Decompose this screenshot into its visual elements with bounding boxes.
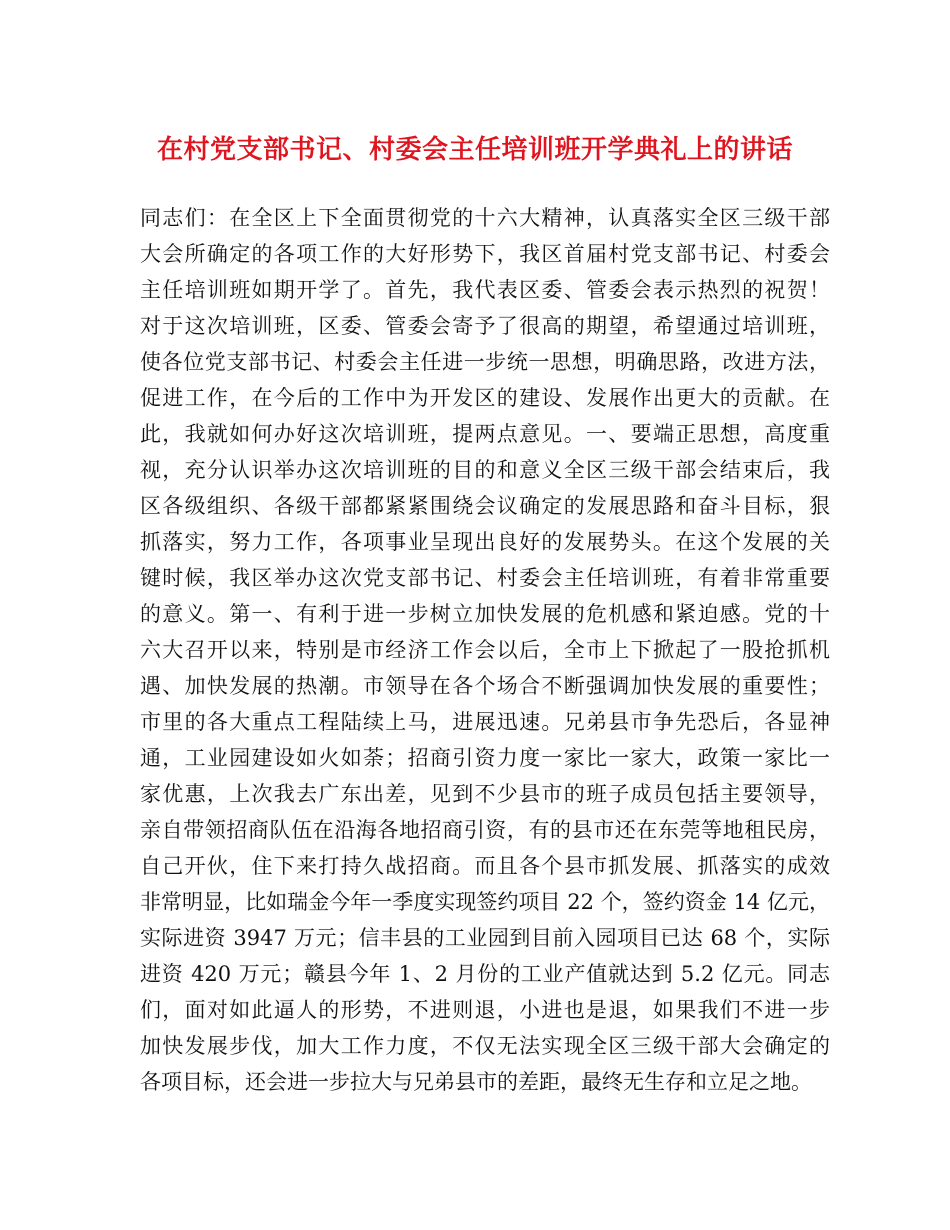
body-text-line: 同志们：在全区上下全面贯彻党的十六大精神，认真落实全区三级干部 [140,206,830,230]
body-text-line: 遇、加快发展的热潮。市领导在各个场合不断强调加快发展的重要性； [140,674,830,698]
body-text-line: 键时候，我区举办这次党支部书记、村委会主任培训班，有着非常重要 [140,566,830,590]
body-text-line: 大会所确定的各项工作的大好形势下，我区首届村党支部书记、村委会 [140,242,830,266]
body-text-line: 的意义。第一、有利于进一步树立加快发展的危机感和紧迫感。党的十 [140,602,830,626]
body-text-line: 们，面对如此逼人的形势，不进则退，小进也是退，如果我们不进一步 [140,998,830,1022]
body-text-line: 亲自带领招商队伍在沿海各地招商引资，有的县市还在东莞等地租民房， [140,818,830,842]
body-text-line: 家优惠，上次我去广东出差，见到不少县市的班子成员包括主要领导， [140,782,830,806]
body-text-line: 进资 420 万元；赣县今年 1、2 月份的工业产值就达到 5.2 亿元。同志 [140,962,830,986]
body-text-line: 视，充分认识举办这次培训班的目的和意义全区三级干部会结束后，我 [140,458,830,482]
body-text-line: 主任培训班如期开学了。首先，我代表区委、管委会表示热烈的祝贺！ [140,278,830,302]
document-title: 在村党支部书记、村委会主任培训班开学典礼上的讲话 [156,135,793,165]
body-text-line: 通，工业园建设如火如荼；招商引资力度一家比一家大，政策一家比一 [140,746,830,770]
body-text-line: 各项目标，还会进一步拉大与兄弟县市的差距，最终无生存和立足之地。 [140,1070,812,1094]
body-text-line: 非常明显，比如瑞金今年一季度实现签约项目 22 个，签约资金 14 亿元， [140,890,830,914]
body-text-line: 此，我就如何办好这次培训班，提两点意见。一、要端正思想，高度重 [140,422,830,446]
document-body [140,200,830,1100]
body-text-line: 六大召开以来，特别是市经济工作会以后，全市上下掀起了一股抢抓机 [140,638,830,662]
body-text-line: 促进工作，在今后的工作中为开发区的建设、发展作出更大的贡献。在 [140,386,830,410]
body-text-line: 区各级组织、各级干部都紧紧围绕会议确定的发展思路和奋斗目标，狠 [140,494,830,518]
body-text-line: 对于这次培训班，区委、管委会寄予了很高的期望，希望通过培训班， [140,314,830,338]
body-text-line: 使各位党支部书记、村委会主任进一步统一思想，明确思路，改进方法， [140,350,830,374]
body-text-line: 加快发展步伐，加大工作力度，不仅无法实现全区三级干部大会确定的 [140,1034,830,1058]
body-text-line: 自己开伙，住下来打持久战招商。而且各个县市抓发展、抓落实的成效 [140,854,830,878]
body-text-line: 市里的各大重点工程陆续上马，进展迅速。兄弟县市争先恐后，各显神 [140,710,830,734]
body-text-line: 实际进资 3947 万元；信丰县的工业园到目前入园项目已达 68 个，实际 [140,926,830,950]
body-text-line: 抓落实，努力工作，各项事业呈现出良好的发展势头。在这个发展的关 [140,530,830,554]
